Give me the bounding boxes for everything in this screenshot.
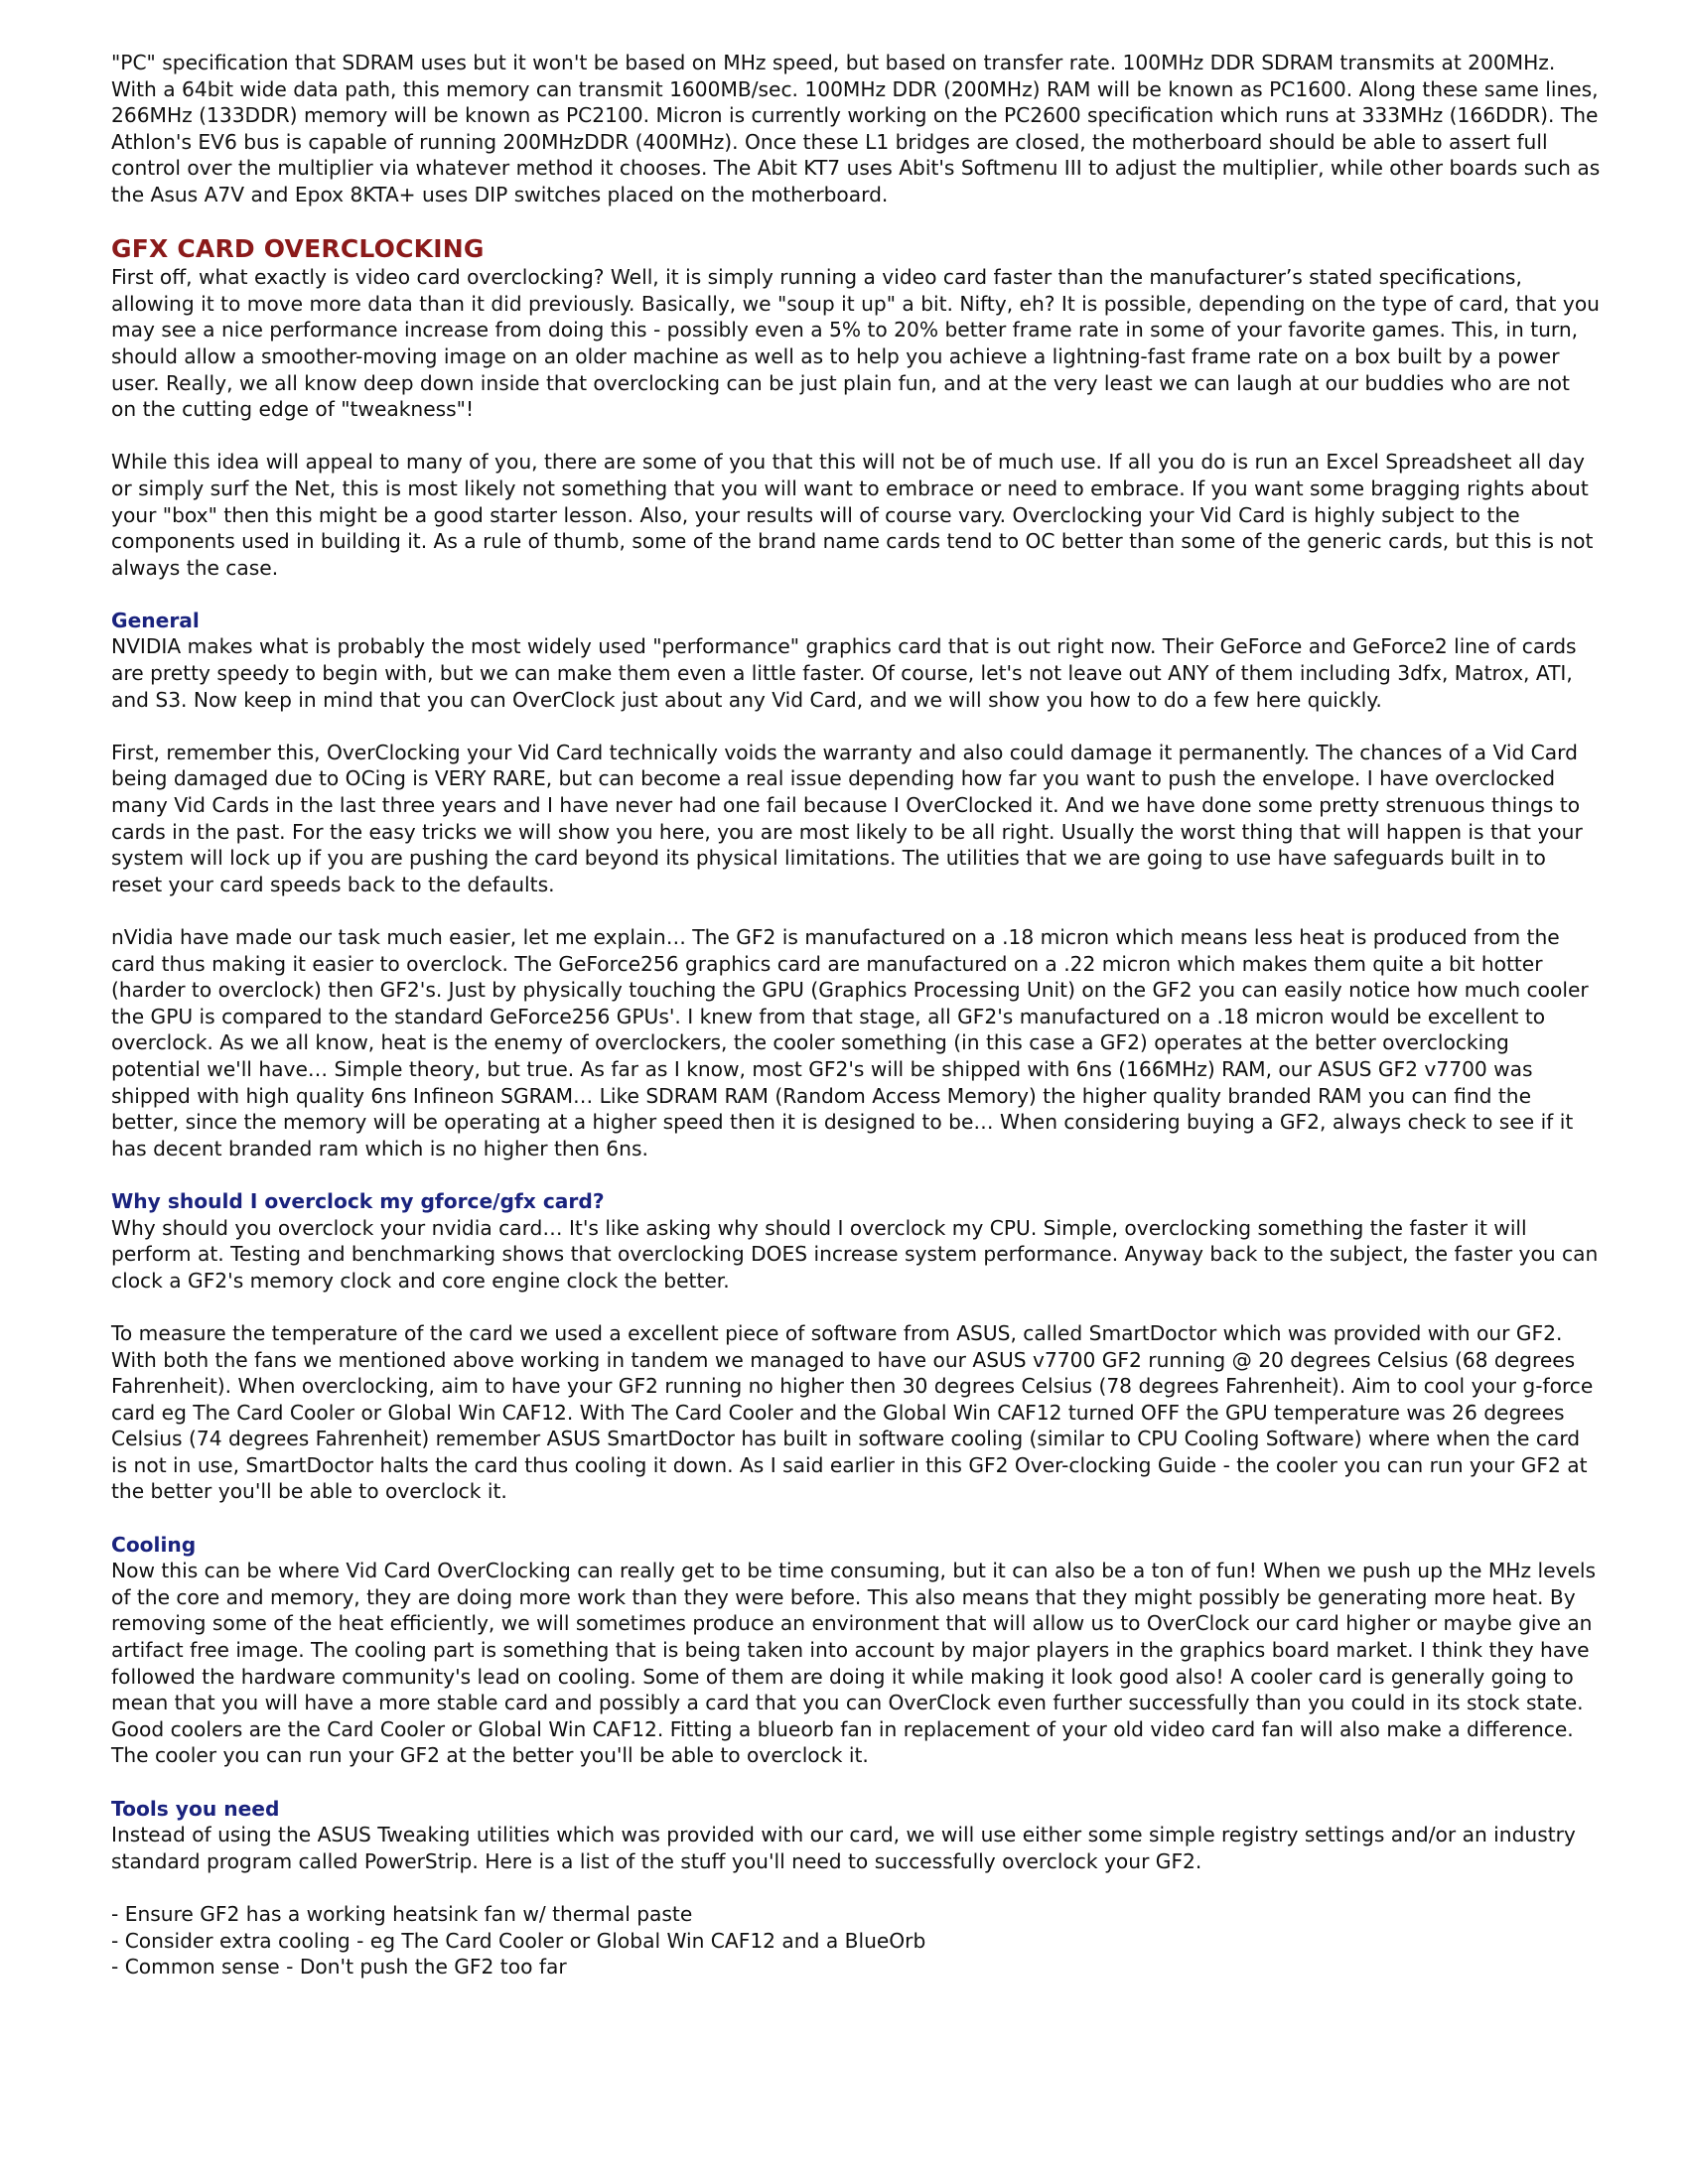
general-paragraph-1: NVIDIA makes what is probably the most widely used "performance" graphics card that is out right now. Their GeForce and GeForce2 line of cards are pretty speedy to begin with, but we can make them even a little faster. Of course, let's not leave out ANY of them including 3dfx, Matrox, ATI, and S3. Now keep in mind that you can OverClock just about any Vid Card, and we will show you how to do a few here quickly. [111, 634, 1577, 712]
why-paragraph-2: To measure the temperature of the card we used a excellent piece of software from ASUS, called SmartDoctor which was provided with our GF2. With both the fans we mentioned above working in tandem we managed to have our ASUS v7700 GF2 running @ 20 degrees Celsius (68 degrees Fahrenheit). When overclocking, aim to have your GF2 running no higher then 30 degrees Celsius (78 degrees Fahrenheit). Aim to cool your g-force card eg The Card Cooler or Global Win CAF12. With The Card Cooler and the Global Win CAF12 turned OFF the GPU temperature was 26 degrees Celsius (74 degrees Fahrenheit) remember ASUS SmartDoctor has built in software cooling (similar to CPU Cooling Software) where when the card is not in use, SmartDoctor halts the card thus cooling it down. As I said earlier in this GF2 Over-clocking Guide - the cooler you can run your GF2 at the better you'll be able to overclock it. [111, 1320, 1594, 1504]
heading-tools: Tools you need [111, 1796, 280, 1821]
heading-cooling: Cooling [111, 1532, 197, 1557]
tools-list [111, 1901, 1601, 1980]
gfx-paragraph-2: While this idea will appeal to many of you, there are some of you that this will not be of much use. If all you do is run an Excel Spreadsheet all day or simply surf the Net, this is most likely not something that you will want to embrace or need to embrace. If you want some bragging rights about your "box" then this might be a good starter lesson. Also, your results will of course vary. Overclocking your Vid Card is highly subject to the components used in building it. As a rule of thumb, some of the brand name cards tend to OC better than some of the generic cards, but this is not always the case. [111, 450, 1594, 580]
heading-why-overclock: Why should I overclock my gforce/gfx card? [111, 1188, 605, 1213]
list-item: - Consider extra cooling - eg The Card Cooler or Global Win CAF12 and a BlueOrb [111, 1928, 926, 1953]
tools-paragraph: Instead of using the ASUS Tweaking utilities which was provided with our card, we will use either some simple registry settings and/or an industry standard program called PowerStrip. Here is a list of the stuff you'll need to successfully overclock your GF2. [111, 1823, 1576, 1873]
list-item: - Ensure GF2 has a working heatsink fan w/ thermal paste [111, 1901, 693, 1926]
cooling-paragraph: Now this can be where Vid Card OverClocking can really get to be time consuming, but it can also be a ton of fun! When we push up the MHz levels of the core and memory, they are doing more work than they were before. This also means that they might possibly be generating more heat. By removing some of the heat efficiently, we will sometimes produce an environment that will allow us to OverClock our card higher or maybe give an artifact free image. The cooling part is something that is being taken into account by major players in the graphics board market. I think they have followed the hardware community's lead on cooling. Some of them are doing it while making it look good also! A cooler card is generally going to mean that you will have a more stable card and possibly a card that you can OverClock even further successfully than you could in its stock state. Good coolers are the Card Cooler or Global Win CAF12. Fitting a blueorb fan in replacement of your old video card fan will also make a difference. The cooler you can run your GF2 at the better you'll be able to overclock it. [111, 1559, 1596, 1768]
general-paragraph-3: nVidia have made our task much easier, let me explain… The GF2 is manufactured on a .18 micron which means less heat is produced from the card thus making it easier to overclock. The GeForce256 graphics card are manufactured on a .22 micron which makes them quite a bit hotter (harder to overclock) then GF2's. Just by physically touching the GPU (Graphics Processing Unit) on the GF2 you can easily notice how much cooler the GPU is compared to the standard GeForce256 GPUs'. I knew from that stage, all GF2's manufactured on a .18 micron would be excellent to overclock. As we all know, heat is the enemy of overclockers, the cooler something (in this case a GF2) operates at the better overclocking potential we'll have… Simple theory, but true. As far as I know, most GF2's will be shipped with 6ns (166MHz) RAM, our ASUS GF2 v7700 was shipped with high quality 6ns Infineon SGRAM… Like SDRAM RAM (Random Access Memory) the higher quality branded RAM you can find the better, since the memory will be operating at a higher speed then it is designed to be… When considering buying a GF2, always check to see if it has decent branded ram which is no higher then 6ns. [111, 925, 1589, 1160]
why-paragraph-1: Why should you overclock your nvidia card… It's like asking why should I overclock my CPU. Simple, overclocking something the faster it will perform at. Testing and benchmarking shows that overclocking DOES increase system performance. Anyway back to the subject, the faster you can clock a GF2's memory clock and core engine clock the better. [111, 1215, 1599, 1293]
section-title-gfx: GFX CARD OVERCLOCKING [111, 234, 485, 264]
general-paragraph-2: First, remember this, OverClocking your Vid Card technically voids the warranty and also could damage it permanently. The chances of a Vid Card being damaged due to OCing is VERY RARE, but can become a real issue depending how far you want to push the envelope. I have overclocked many Vid Cards in the last three years and I have never had one fail because I OverClocked it. And we have done some pretty strenuous things to cards in the past. For the easy tricks we will show you here, you are most likely to be all right. Usually the worst thing that will happen is that your system will lock up if you are pushing the card beyond its physical limitations. The utilities that we are going to use have safeguards built in to reset your card speeds back to the defaults. [111, 740, 1583, 896]
gfx-paragraph-1: First off, what exactly is video card overclocking? Well, it is simply running a video card faster than the manufacturer’s stated specifications, allowing it to move more data than it did previously. Basically, we "soup it up" a bit. Nifty, eh? It is possible, depending on the type of card, that you may see a nice performance increase from doing this - possibly even a 5% to 20% better frame rate in some of your favorite games. This, in turn, should allow a smoother-moving image on an older machine as well as to help you achieve a lightning-fast frame rate on a box built by a power user. Really, we all know deep down inside that overclocking can be just plain fun, and at the very least we can laugh at our buddies who are not on the cutting edge of "tweakness"! [111, 265, 1600, 422]
list-item: - Common sense - Don't push the GF2 too far [111, 1955, 567, 1979]
document-page [111, 50, 1601, 1980]
heading-general: General [111, 608, 200, 632]
intro-paragraph: "PC" specification that SDRAM uses but it won't be based on MHz speed, but based on transfer rate. 100MHz DDR SDRAM transmits at 200MHz. With a 64bit wide data path, this memory can transmit 1600MB/sec. 100MHz DDR (200MHz) RAM will be known as PC1600. Along these same lines, 266MHz (133DDR) memory will be known as PC2100. Micron is currently working on the PC2600 specification which runs at 333MHz (166DDR). The Athlon's EV6 bus is capable of running 200MHzDDR (400MHz). Once these L1 bridges are closed, the motherboard should be able to assert full control over the multiplier via whatever method it chooses. The Abit KT7 uses Abit's Softmenu III to adjust the multiplier, while other boards such as the Asus A7V and Epox 8KTA+ uses DIP switches placed on the motherboard. [111, 51, 1601, 206]
